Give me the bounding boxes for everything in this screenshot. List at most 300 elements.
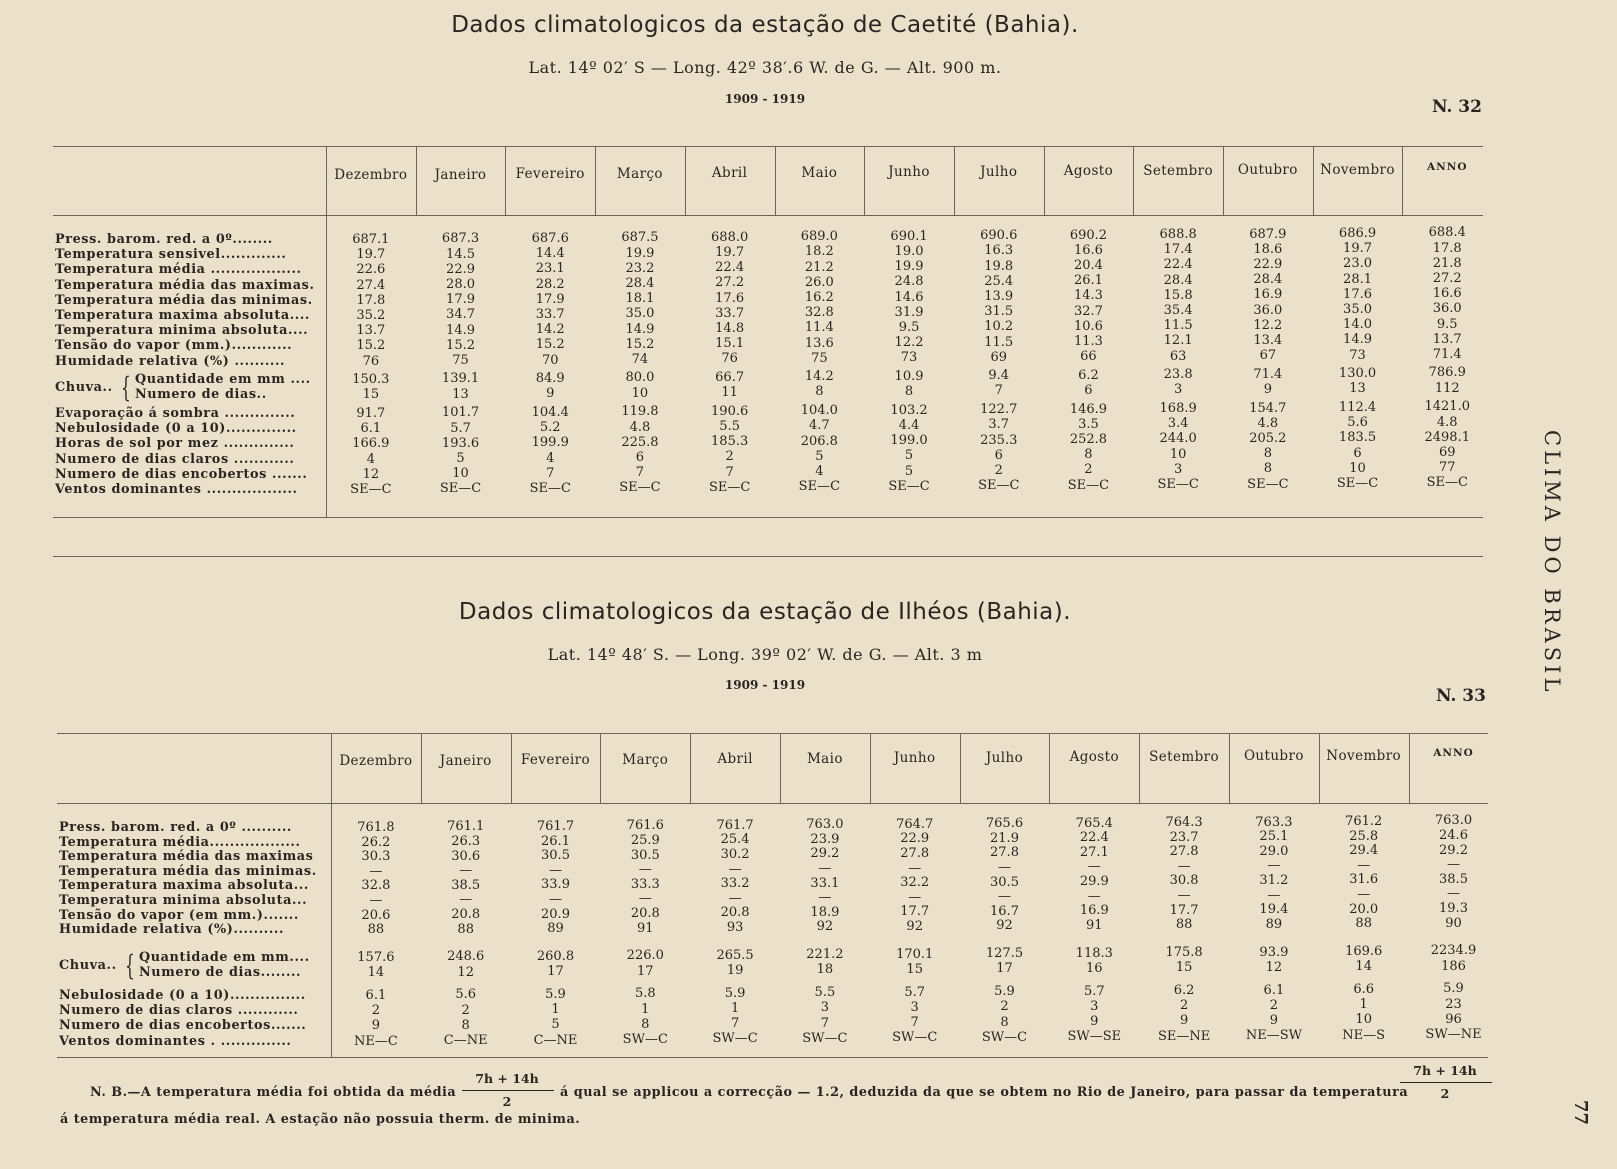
data-cell: 9.5 [1436, 316, 1458, 332]
data-cell: 5.8 [634, 986, 656, 1002]
data-cell: 17 [547, 964, 564, 980]
data-cell: 8 [641, 1016, 650, 1032]
row-label: Press. barom. red. a 0º........ [55, 232, 273, 247]
month-header: Abril [711, 165, 748, 181]
data-cell: 13.6 [804, 335, 834, 351]
data-cell: 761.2 [1345, 813, 1383, 829]
data-cell: 17.8 [356, 292, 386, 308]
data-cell: 2 [1269, 997, 1279, 1013]
note-fraction-bottom-right: 2 [1440, 1086, 1450, 1101]
data-cell: 18.6 [1253, 241, 1283, 257]
data-cell: 190.6 [711, 403, 749, 419]
data-cell: 23.1 [535, 261, 565, 277]
column-divider [864, 146, 865, 215]
row-label: Humidade relativa (%) .......... [55, 353, 286, 369]
data-cell: 2234.9 [1430, 943, 1477, 959]
data-cell: 19.7 [715, 245, 745, 260]
data-cell: 687.1 [352, 232, 390, 247]
month-header: Março [622, 751, 669, 768]
data-cell: 19.7 [356, 247, 386, 263]
data-cell: — [1267, 858, 1281, 874]
data-cell: 10 [631, 385, 649, 401]
month-header: Janeiro [439, 752, 492, 769]
data-cell: SW—C [622, 1031, 668, 1047]
data-cell: 19.9 [894, 259, 924, 275]
data-cell: 15.8 [1163, 287, 1193, 303]
data-cell: NE—S [1342, 1027, 1386, 1043]
data-cell: 29.9 [1079, 874, 1109, 889]
data-cell: — [1446, 857, 1460, 873]
data-cell: 170.1 [896, 946, 934, 962]
data-cell: 88 [457, 921, 474, 937]
data-cell: 12 [1265, 959, 1283, 975]
data-cell: 765.4 [1075, 815, 1113, 831]
data-cell: 15.2 [535, 337, 565, 353]
data-cell: 33.9 [541, 877, 570, 893]
data-cell: 25.1 [1259, 829, 1289, 845]
data-cell: 30.5 [630, 847, 660, 863]
data-cell: 26.1 [541, 833, 570, 849]
data-cell: 34.7 [446, 307, 475, 323]
data-cell: 36.0 [1253, 302, 1283, 318]
data-cell: 26.3 [451, 834, 481, 850]
data-cell: 9 [546, 386, 555, 402]
data-cell: 4 [366, 451, 375, 467]
data-cell: 16 [1086, 960, 1103, 976]
note-fraction-bottom: 2 [502, 1094, 512, 1109]
row-label: Press. barom. red. a 0º .......... [59, 820, 292, 835]
data-cell: 38.5 [451, 877, 481, 893]
data-cell: 76 [721, 351, 738, 367]
data-cell: 761.7 [716, 817, 754, 833]
data-cell: 19.7 [1343, 241, 1372, 257]
row-label: Temperatura sensivel............. [55, 247, 287, 263]
data-cell: 71.4 [1253, 366, 1283, 382]
data-cell: SW—C [712, 1031, 758, 1047]
data-cell: 7 [635, 465, 645, 481]
data-cell: 6 [1084, 382, 1093, 398]
data-cell: 2498.1 [1424, 429, 1470, 445]
data-cell: 687.9 [1249, 226, 1287, 242]
data-cell: 21.9 [990, 830, 1019, 846]
data-cell: 9 [1090, 1014, 1099, 1029]
data-cell: SE—C [619, 480, 661, 496]
data-cell: 80.0 [625, 370, 655, 386]
chuva-brace: { [125, 949, 135, 982]
data-cell: 10 [1355, 1012, 1372, 1028]
month-header: Outubro [1237, 162, 1298, 178]
data-cell: 16.6 [1073, 242, 1103, 258]
data-cell: 27.4 [356, 277, 386, 293]
data-cell: 687.5 [621, 230, 659, 246]
data-cell: 33.2 [720, 876, 750, 892]
data-cell: 23 [1445, 996, 1462, 1012]
data-cell: 8 [1000, 1014, 1009, 1030]
month-header: Julho [985, 749, 1024, 766]
data-cell: 112.4 [1338, 399, 1377, 415]
row-label: Evaporação á sombra .............. [55, 406, 296, 421]
data-cell: — [818, 861, 832, 877]
data-cell: 29.2 [810, 846, 840, 862]
data-cell: 1 [1359, 997, 1368, 1013]
data-cell: 127.5 [985, 946, 1024, 962]
data-cell: 31.9 [894, 304, 924, 320]
data-cell: 14 [367, 965, 385, 981]
chuva-brace: { [121, 371, 131, 404]
row-label: Temperatura minima absoluta.... [55, 323, 309, 339]
month-header: Novembro [1320, 161, 1395, 178]
month-header: Julho [980, 163, 1018, 180]
data-cell: 19.4 [1259, 902, 1289, 918]
data-cell: 92 [816, 919, 834, 935]
data-cell: 206.8 [800, 433, 838, 449]
data-cell: NE—SW [1245, 1028, 1302, 1044]
data-cell: 763.0 [1434, 813, 1473, 829]
data-cell: 5.2 [539, 420, 561, 436]
data-cell: 31.2 [1259, 872, 1289, 888]
data-cell: 260.8 [536, 948, 575, 964]
data-cell: 139.1 [441, 371, 480, 387]
data-cell: 17.8 [1432, 240, 1462, 256]
data-cell: 16.2 [804, 290, 834, 306]
data-cell: 26.2 [361, 834, 391, 850]
data-cell: 8 [1084, 447, 1093, 463]
column-divider [780, 733, 781, 803]
data-cell: 30.8 [1169, 873, 1199, 889]
data-cell: 122.7 [980, 402, 1018, 418]
data-cell: 14.3 [1073, 288, 1103, 304]
data-cell: 30.2 [720, 847, 750, 862]
station-location: Lat. 14º 48′ S. — Long. 39º 02′ W. de G. — Alt. 3 m [547, 645, 983, 664]
data-cell: 688.8 [1159, 227, 1197, 243]
column-divider [1313, 146, 1314, 215]
row-label: Numero de dias claros ............ [55, 451, 295, 467]
data-cell: 5.9 [1443, 981, 1464, 997]
data-cell: 1 [730, 1001, 740, 1016]
row-label: Temperatura média.................. [59, 834, 301, 850]
data-cell: 13.9 [984, 288, 1014, 304]
data-cell: 18 [816, 962, 834, 978]
data-cell: 13.7 [356, 323, 386, 339]
data-cell: 17.7 [1169, 902, 1199, 918]
row-label: Temperatura média das minimas. [59, 863, 317, 879]
data-cell: — [638, 891, 652, 907]
data-cell: SE—C [529, 480, 571, 496]
data-cell: 33.7 [535, 306, 565, 322]
data-cell: 1 [551, 1002, 560, 1018]
column-divider [1133, 146, 1134, 215]
data-cell: 30.5 [541, 848, 570, 864]
data-cell: 28.2 [535, 276, 565, 292]
data-cell: 22.4 [1163, 257, 1193, 273]
data-cell: 169.6 [1345, 943, 1383, 959]
data-cell: 93 [726, 920, 744, 935]
column-divider [600, 733, 601, 803]
data-cell: 199.0 [890, 433, 928, 449]
data-cell: 5.7 [1083, 983, 1105, 999]
year-range: 1909 - 1919 [724, 678, 806, 692]
data-cell: SE—NE [1157, 1028, 1211, 1044]
data-cell: 6 [635, 449, 645, 465]
data-cell: 84.9 [535, 370, 565, 386]
column-divider [1223, 146, 1224, 215]
data-cell: 3.5 [1078, 416, 1099, 432]
data-cell: 764.3 [1165, 815, 1203, 831]
data-cell: 17.7 [900, 904, 930, 920]
data-cell: 7 [820, 1015, 830, 1031]
column-divider [1402, 146, 1403, 215]
data-cell: 21.2 [804, 259, 834, 275]
data-cell: 5 [456, 451, 465, 467]
data-cell: 4.8 [1257, 415, 1279, 431]
row-label: Tensão do vapor (mm.)............ [55, 338, 293, 354]
data-cell: 199.9 [531, 435, 569, 451]
data-cell: 119.8 [621, 404, 659, 420]
data-cell: 103.2 [890, 402, 928, 418]
data-cell: 69 [990, 349, 1007, 365]
year-range: 1909 - 1919 [724, 92, 806, 106]
data-cell: 5.7 [904, 984, 926, 1000]
data-cell: 2 [1000, 999, 1009, 1015]
data-cell: 15.2 [625, 336, 655, 352]
data-cell: 3 [1174, 382, 1183, 398]
data-cell: 7 [725, 464, 734, 480]
station-location: Lat. 14º 02′ S — Long. 42º 38′.6 W. de G. — Alt. 900 m. [528, 58, 1002, 77]
data-cell: 5 [904, 448, 914, 464]
data-cell: — [548, 891, 562, 907]
data-cell: 5 [904, 463, 914, 479]
data-cell: 2 [371, 1003, 381, 1019]
data-cell: 687.3 [441, 231, 480, 247]
data-cell: 14 [1355, 959, 1372, 975]
data-cell: — [818, 890, 832, 906]
month-header: ANNO [1433, 747, 1474, 759]
data-cell: SE—C [1336, 475, 1379, 491]
data-cell: 24.8 [894, 274, 924, 290]
data-cell: 17.9 [535, 291, 565, 307]
data-cell: 89 [1265, 916, 1283, 932]
chuva-sub-label: Numero de dias........ [139, 965, 302, 981]
data-cell: 185.3 [711, 434, 749, 450]
data-cell: 20.6 [361, 907, 391, 923]
data-cell: 4 [546, 450, 555, 466]
data-cell: 9.5 [898, 319, 920, 335]
data-cell: 690.6 [980, 228, 1018, 244]
data-cell: 6 [994, 447, 1003, 463]
column-divider [1049, 733, 1050, 803]
data-cell: 11.3 [1073, 334, 1103, 349]
data-cell: 786.9 [1428, 365, 1466, 381]
row-label: Ventos dominantes .................. [55, 482, 298, 497]
data-cell: 32.7 [1073, 303, 1103, 319]
data-cell: 12.2 [894, 335, 924, 351]
data-cell: 14.5 [446, 246, 475, 262]
data-cell: 28.4 [1253, 272, 1283, 288]
data-cell: 66.7 [715, 369, 745, 385]
data-cell: 5.6 [1347, 415, 1368, 431]
data-cell: 10 [1349, 460, 1366, 476]
data-cell: 8 [1263, 461, 1272, 477]
data-cell: 70 [541, 352, 559, 368]
data-cell: SW—C [981, 1029, 1028, 1045]
data-cell: 1 [641, 1001, 650, 1017]
data-cell: 35.0 [1343, 301, 1372, 317]
data-cell: 18.2 [804, 244, 834, 260]
data-cell: 4.4 [898, 417, 920, 433]
data-cell: — [1446, 886, 1460, 902]
data-cell: 18.9 [810, 904, 840, 920]
row-label: Temperatura minima absoluta... [59, 893, 308, 908]
data-cell: 27.8 [1169, 844, 1199, 860]
column-divider [1139, 733, 1140, 803]
data-cell: 32.8 [804, 305, 834, 321]
data-cell: 18.1 [625, 291, 655, 307]
data-cell: 4.8 [629, 419, 651, 435]
data-cell: 221.2 [806, 947, 844, 963]
column-divider [870, 733, 871, 803]
data-cell: 9.4 [988, 368, 1010, 384]
data-cell: 104.0 [800, 403, 838, 419]
data-cell: — [459, 892, 473, 908]
data-cell: 31.6 [1349, 872, 1379, 888]
data-cell: 13 [1349, 381, 1366, 397]
data-cell: — [1087, 888, 1101, 904]
data-cell: 27.2 [1432, 271, 1462, 286]
data-cell: 764.7 [896, 816, 934, 832]
data-cell: 5.6 [455, 987, 477, 1003]
data-cell: 88 [1355, 916, 1372, 932]
data-cell: 66 [1080, 349, 1097, 365]
data-cell: 96 [1445, 1011, 1462, 1027]
data-cell: 23.2 [625, 260, 655, 276]
data-cell: 26.1 [1073, 273, 1103, 289]
data-cell: 4.7 [809, 418, 830, 434]
data-cell: 150.3 [352, 372, 390, 387]
chuva-sub-label: Quantidade em mm.... [139, 950, 310, 965]
data-cell: — [1177, 858, 1191, 874]
data-cell: 15 [906, 961, 923, 977]
data-cell: 5 [551, 1017, 560, 1033]
data-cell: NE—C [353, 1033, 398, 1049]
data-cell: 69 [1438, 445, 1456, 460]
data-cell: 90 [1445, 915, 1462, 931]
data-cell: 7 [546, 465, 555, 481]
month-header: Dezembro [334, 167, 408, 183]
data-cell: 28.1 [1343, 271, 1372, 287]
column-divider [960, 733, 961, 803]
data-cell: 193.6 [441, 435, 480, 451]
data-cell: 15.2 [356, 338, 386, 354]
data-cell: 15.2 [446, 337, 475, 353]
data-cell: 14.9 [625, 321, 655, 337]
data-cell: 27.8 [990, 845, 1019, 861]
data-cell: 6.2 [1078, 367, 1099, 383]
row-label: Nebulosidade (0 a 10)............... [59, 988, 306, 1003]
data-cell: 688.4 [1428, 225, 1466, 241]
data-cell: SE—C [1426, 475, 1468, 491]
data-cell: 20.8 [630, 905, 660, 921]
data-cell: 92 [906, 918, 923, 934]
data-cell: 27.8 [900, 845, 930, 861]
table-rule [57, 803, 1488, 804]
data-cell: 168.9 [1159, 401, 1197, 417]
data-cell: 5.5 [719, 419, 740, 434]
data-cell: — [638, 862, 652, 878]
data-cell: 235.3 [980, 432, 1018, 448]
row-label: Ventos dominantes . .............. [59, 1033, 292, 1049]
table-number: N. 33 [1436, 686, 1486, 706]
data-cell: 763.3 [1255, 814, 1293, 830]
data-cell: 17.6 [1343, 286, 1372, 302]
data-cell: 5.9 [994, 984, 1015, 1000]
row-label: Tensão do vapor (em mm.)....... [59, 907, 299, 923]
data-cell: 29.0 [1259, 843, 1289, 859]
row-label: Humidade relativa (%).......... [59, 922, 284, 938]
data-cell: 130.0 [1338, 365, 1377, 381]
data-cell: 146.9 [1069, 401, 1108, 417]
data-cell: 20.4 [1073, 258, 1103, 273]
data-cell: 12 [457, 964, 474, 980]
data-cell: 1421.0 [1424, 399, 1470, 415]
row-label: Temperatura média .................. [55, 262, 302, 278]
data-cell: 19.3 [1439, 901, 1468, 916]
data-cell: 24.6 [1439, 828, 1468, 843]
data-cell: SW—C [892, 1030, 938, 1046]
data-cell: 14.8 [715, 321, 745, 336]
data-cell: 76 [362, 353, 380, 369]
data-cell: SE—C [1157, 477, 1199, 493]
data-cell: 14.9 [1343, 332, 1372, 348]
data-cell: 17.9 [446, 292, 475, 308]
data-cell: 25.4 [720, 832, 750, 848]
data-cell: 33.1 [810, 875, 840, 891]
data-cell: 3 [1174, 461, 1183, 477]
data-cell: 11.5 [1163, 318, 1193, 334]
data-cell: 6.2 [1173, 983, 1195, 999]
data-cell: 23.0 [1343, 256, 1372, 272]
data-cell: SE—C [978, 478, 1020, 494]
data-cell: 75 [452, 353, 469, 369]
data-cell: — [1177, 888, 1191, 904]
data-cell: 20.0 [1349, 901, 1379, 917]
note-fraction-line [462, 1090, 554, 1091]
data-cell: — [728, 890, 742, 906]
data-cell: 22.9 [1253, 256, 1283, 272]
data-cell: 17 [637, 963, 654, 979]
data-cell: 36.0 [1432, 301, 1462, 317]
data-cell: 6.1 [1263, 982, 1285, 998]
data-cell: 23.7 [1169, 829, 1199, 845]
data-cell: 157.6 [357, 950, 395, 965]
data-cell: — [997, 859, 1011, 875]
data-cell: 690.2 [1069, 227, 1108, 243]
data-cell: 28.0 [446, 277, 475, 293]
month-header: Janeiro [434, 166, 487, 183]
month-header: Maio [801, 164, 838, 181]
data-cell: 9 [1269, 1012, 1279, 1028]
note-fraction-top: 7h + 14h [475, 1071, 539, 1086]
data-cell: 17.4 [1163, 242, 1193, 258]
data-cell: — [908, 860, 922, 876]
data-cell: 38.5 [1439, 871, 1468, 887]
side-running-title: CLIMA DO BRASIL [1540, 430, 1564, 696]
data-cell: 8 [1263, 446, 1272, 462]
data-cell: 11.5 [984, 334, 1014, 350]
data-cell: 21.8 [1432, 255, 1462, 271]
data-cell: 7 [730, 1016, 740, 1032]
data-cell: 22.9 [446, 261, 475, 277]
data-cell: 9 [1179, 1013, 1189, 1029]
